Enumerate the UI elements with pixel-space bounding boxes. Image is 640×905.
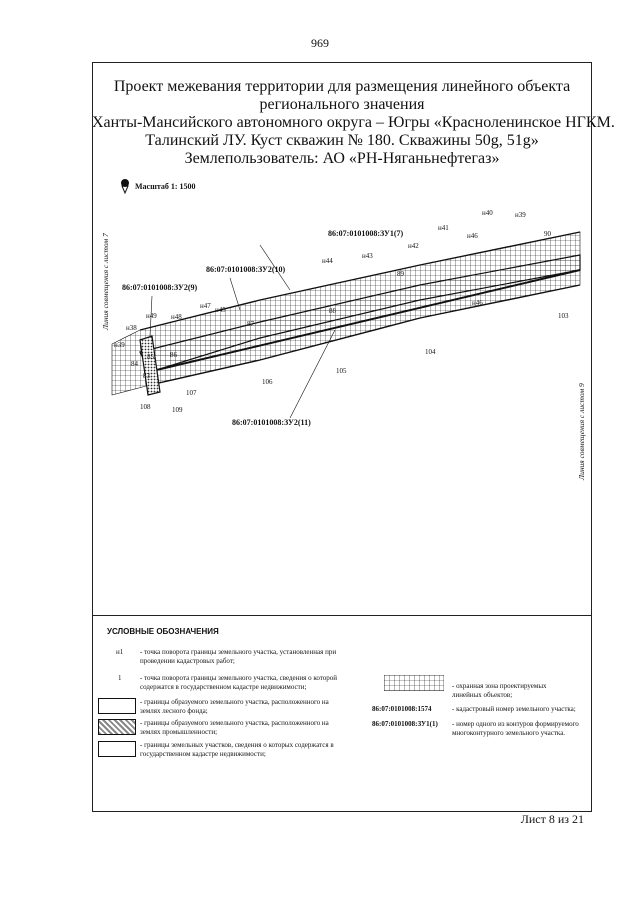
legend-text: - охранная зона проектируемых линейных объектов; <box>452 682 547 699</box>
point-label: н46 <box>472 299 483 307</box>
point-label: 83 <box>143 372 150 380</box>
point-label: н49 <box>146 312 157 320</box>
point-label: 87 <box>247 320 254 328</box>
point-label: 105 <box>336 367 347 375</box>
point-label: 108 <box>140 403 151 411</box>
legend-text: - границы образуемого земельного участка, расположенного на землях лесного фонда; <box>140 698 329 715</box>
point-label: н38 <box>126 324 137 332</box>
point-label: 109 <box>172 406 183 414</box>
legend-symbol: 86:07:0101008:ЗУ1(1) <box>372 720 438 728</box>
point-label: н39 <box>114 341 125 349</box>
point-label: 107 <box>186 389 197 397</box>
legend-text: - точка поворота границы земельного участка, сведения о которой содержатся в государственном кадастре недвижимости; <box>140 674 338 691</box>
sheet-number: Лист 8 из 21 <box>520 812 584 826</box>
point-label: 104 <box>425 348 436 356</box>
point-label: н42 <box>408 242 419 250</box>
side-right-note: Линия совмещения с листом 9 <box>577 383 586 480</box>
legend-text: - границы земельных участков, сведения о которых содержатся в государственном кадастре недвижимости; <box>140 741 334 758</box>
point-label: 88 <box>329 307 336 315</box>
legend-forest-symbol <box>98 698 136 714</box>
legend-symbol: 86:07:0101008:1574 <box>372 705 432 713</box>
point-label: 84 <box>131 360 138 368</box>
legend-title: УСЛОВНЫЕ ОБОЗНАЧЕНИЯ <box>107 627 219 636</box>
parcel-label: 86:07:0101008:ЗУ2(11) <box>232 418 311 427</box>
title-line: Землепользователь: АО «РН-Няганьнефтегаз» <box>184 150 500 167</box>
point-label: 103 <box>558 312 569 320</box>
point-label: 90 <box>544 230 551 238</box>
point-label: н47 <box>200 302 211 310</box>
point-label: н48 <box>171 313 182 321</box>
parcel-label: 86:07:0101008:ЗУ1(7) <box>328 229 404 238</box>
legend-zone-symbol <box>384 675 444 691</box>
page-number: 969 <box>311 36 329 50</box>
legend-text: - точка поворота границы земельного участка, установленная при проведении кадастровых работ; <box>140 648 337 665</box>
side-left-note: Линия совмещения с листом 7 <box>101 233 110 330</box>
legend-text: - границы образуемого земельного участка, расположенного на землях промышленности; <box>140 719 329 736</box>
point-label: 86 <box>170 351 177 359</box>
point-label: 89 <box>397 270 404 278</box>
scale-label: Масштаб 1: 1500 <box>135 181 196 191</box>
point-label: н40 <box>482 209 493 217</box>
legend-text: - номер одного из контуров формируемого многоконтурного земельного участка. <box>452 720 579 737</box>
point-label: н44 <box>322 257 333 265</box>
legend-industry-symbol <box>98 719 136 735</box>
title-line: регионального значения <box>259 96 425 113</box>
point-label: 85 <box>147 353 154 361</box>
point-label: н46 <box>467 232 478 240</box>
legend-cadastral-symbol <box>98 741 136 757</box>
point-label: н45 <box>215 306 226 314</box>
point-label: н41 <box>438 224 449 232</box>
parcel-label: 86:07:0101008:ЗУ2(10) <box>206 265 286 274</box>
legend-text: - кадастровый номер земельного участка; <box>452 705 576 713</box>
legend-symbol: 1 <box>118 674 122 682</box>
legend-divider <box>92 615 592 616</box>
parcel-label: 86:07:0101008:ЗУ2(9) <box>122 283 198 292</box>
point-label: н43 <box>362 252 373 260</box>
legend-symbol: н1 <box>116 648 124 656</box>
title-line: Проект межевания территории для размещения линейного объекта <box>113 78 571 95</box>
point-label: н39 <box>515 211 526 219</box>
title-line: Талинский ЛУ. Куст скважин № 180. Скважины 50g, 51g» <box>145 132 539 149</box>
title-line: Ханты-Мансийского автономного округа – Югры «Красноленинское НГКМ. <box>92 114 615 131</box>
point-label: 106 <box>262 378 273 386</box>
